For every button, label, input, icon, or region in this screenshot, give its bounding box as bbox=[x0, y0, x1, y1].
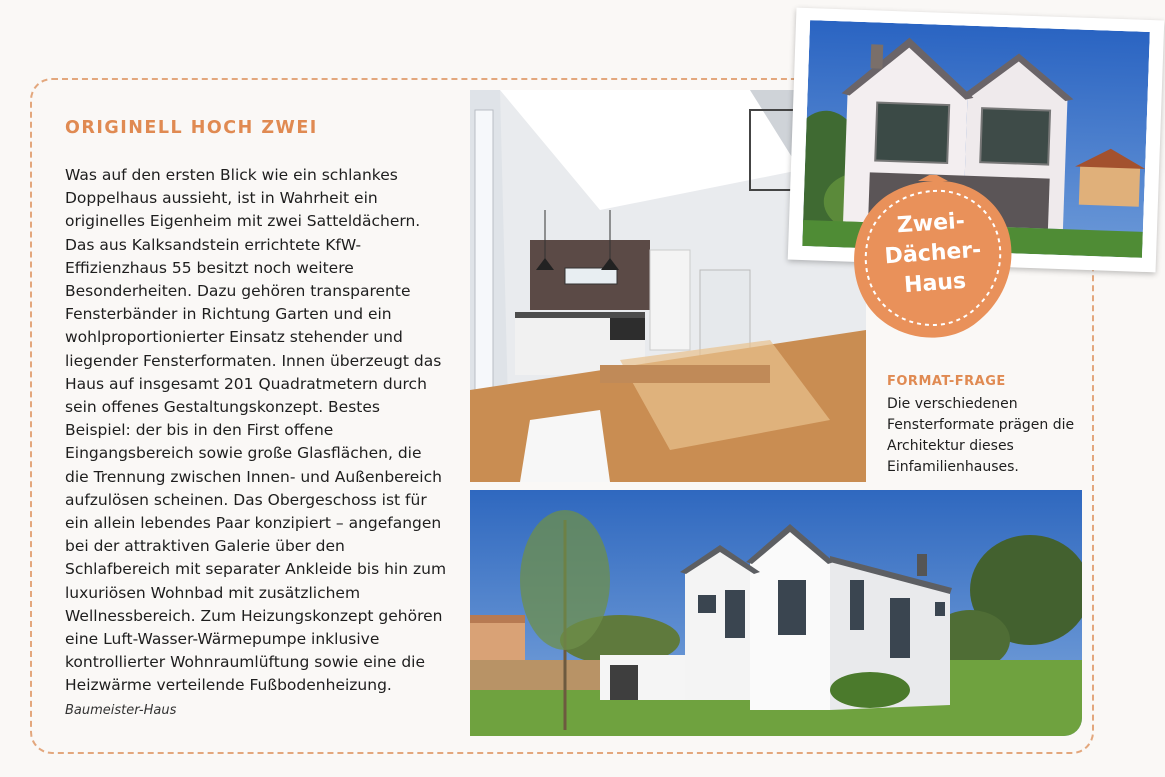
badge-line-2: Dächer- bbox=[883, 237, 983, 270]
badge-line-1: Zwei- bbox=[896, 208, 966, 239]
article-body bbox=[65, 164, 449, 722]
article-title: ORIGINELL HOCH ZWEI bbox=[65, 118, 318, 138]
badge-text bbox=[845, 203, 1021, 305]
caption-heading: FORMAT-FRAGE bbox=[887, 374, 1006, 389]
photo-credit: Baumeister-Haus bbox=[65, 702, 177, 718]
exterior-photo bbox=[470, 490, 1082, 736]
badge-sticker bbox=[848, 175, 1018, 345]
article-body-text: Was auf den ersten Blick wie ein schlankes Doppelhaus aussieht, ist in Wahrheit ein originelles Eigenheim mit zwei Satteldächern. Das aus Kalksandstein errichtete KfW-Effizienzhaus 55 besitzt noch weitere Besonderheiten. Dazu gehören transparente Fensterbänder in Richtung Garten und ein wohlproportionierter Einsatz stehender und liegender Fensterformaten. Innen überzeugt das Haus auf insgesamt 201 Quadratmetern durch sein offenes Gestaltungskonzept. Bestes Beispiel: der bis in den First offene Eingangsbereich sowie große Glasflächen, die die Trennung zwischen Innen- und Außenbereich aufzulösen scheinen. Das Obergeschoss ist für ein allein lebendes Paar konzipiert – angefangen bei der attraktiven Galerie über den Schlafbereich mit separater Ankleide bis hin zum luxuriösen Wohnbad mit zusätzlichem Wellnessbereich. Zum Heizungskonzept gehören eine Luft-Wasser-Wärmepumpe inklusive kontrollierter Wohnraumlüftung sowie eine die Heizwärme verteilende Fußbodenheizung. bbox=[65, 166, 447, 695]
badge-line-3: Haus bbox=[903, 268, 967, 299]
caption-text: Die verschiedenen Fensterformate prägen die Architektur dieses Einfamilienhauses. bbox=[887, 396, 1075, 475]
